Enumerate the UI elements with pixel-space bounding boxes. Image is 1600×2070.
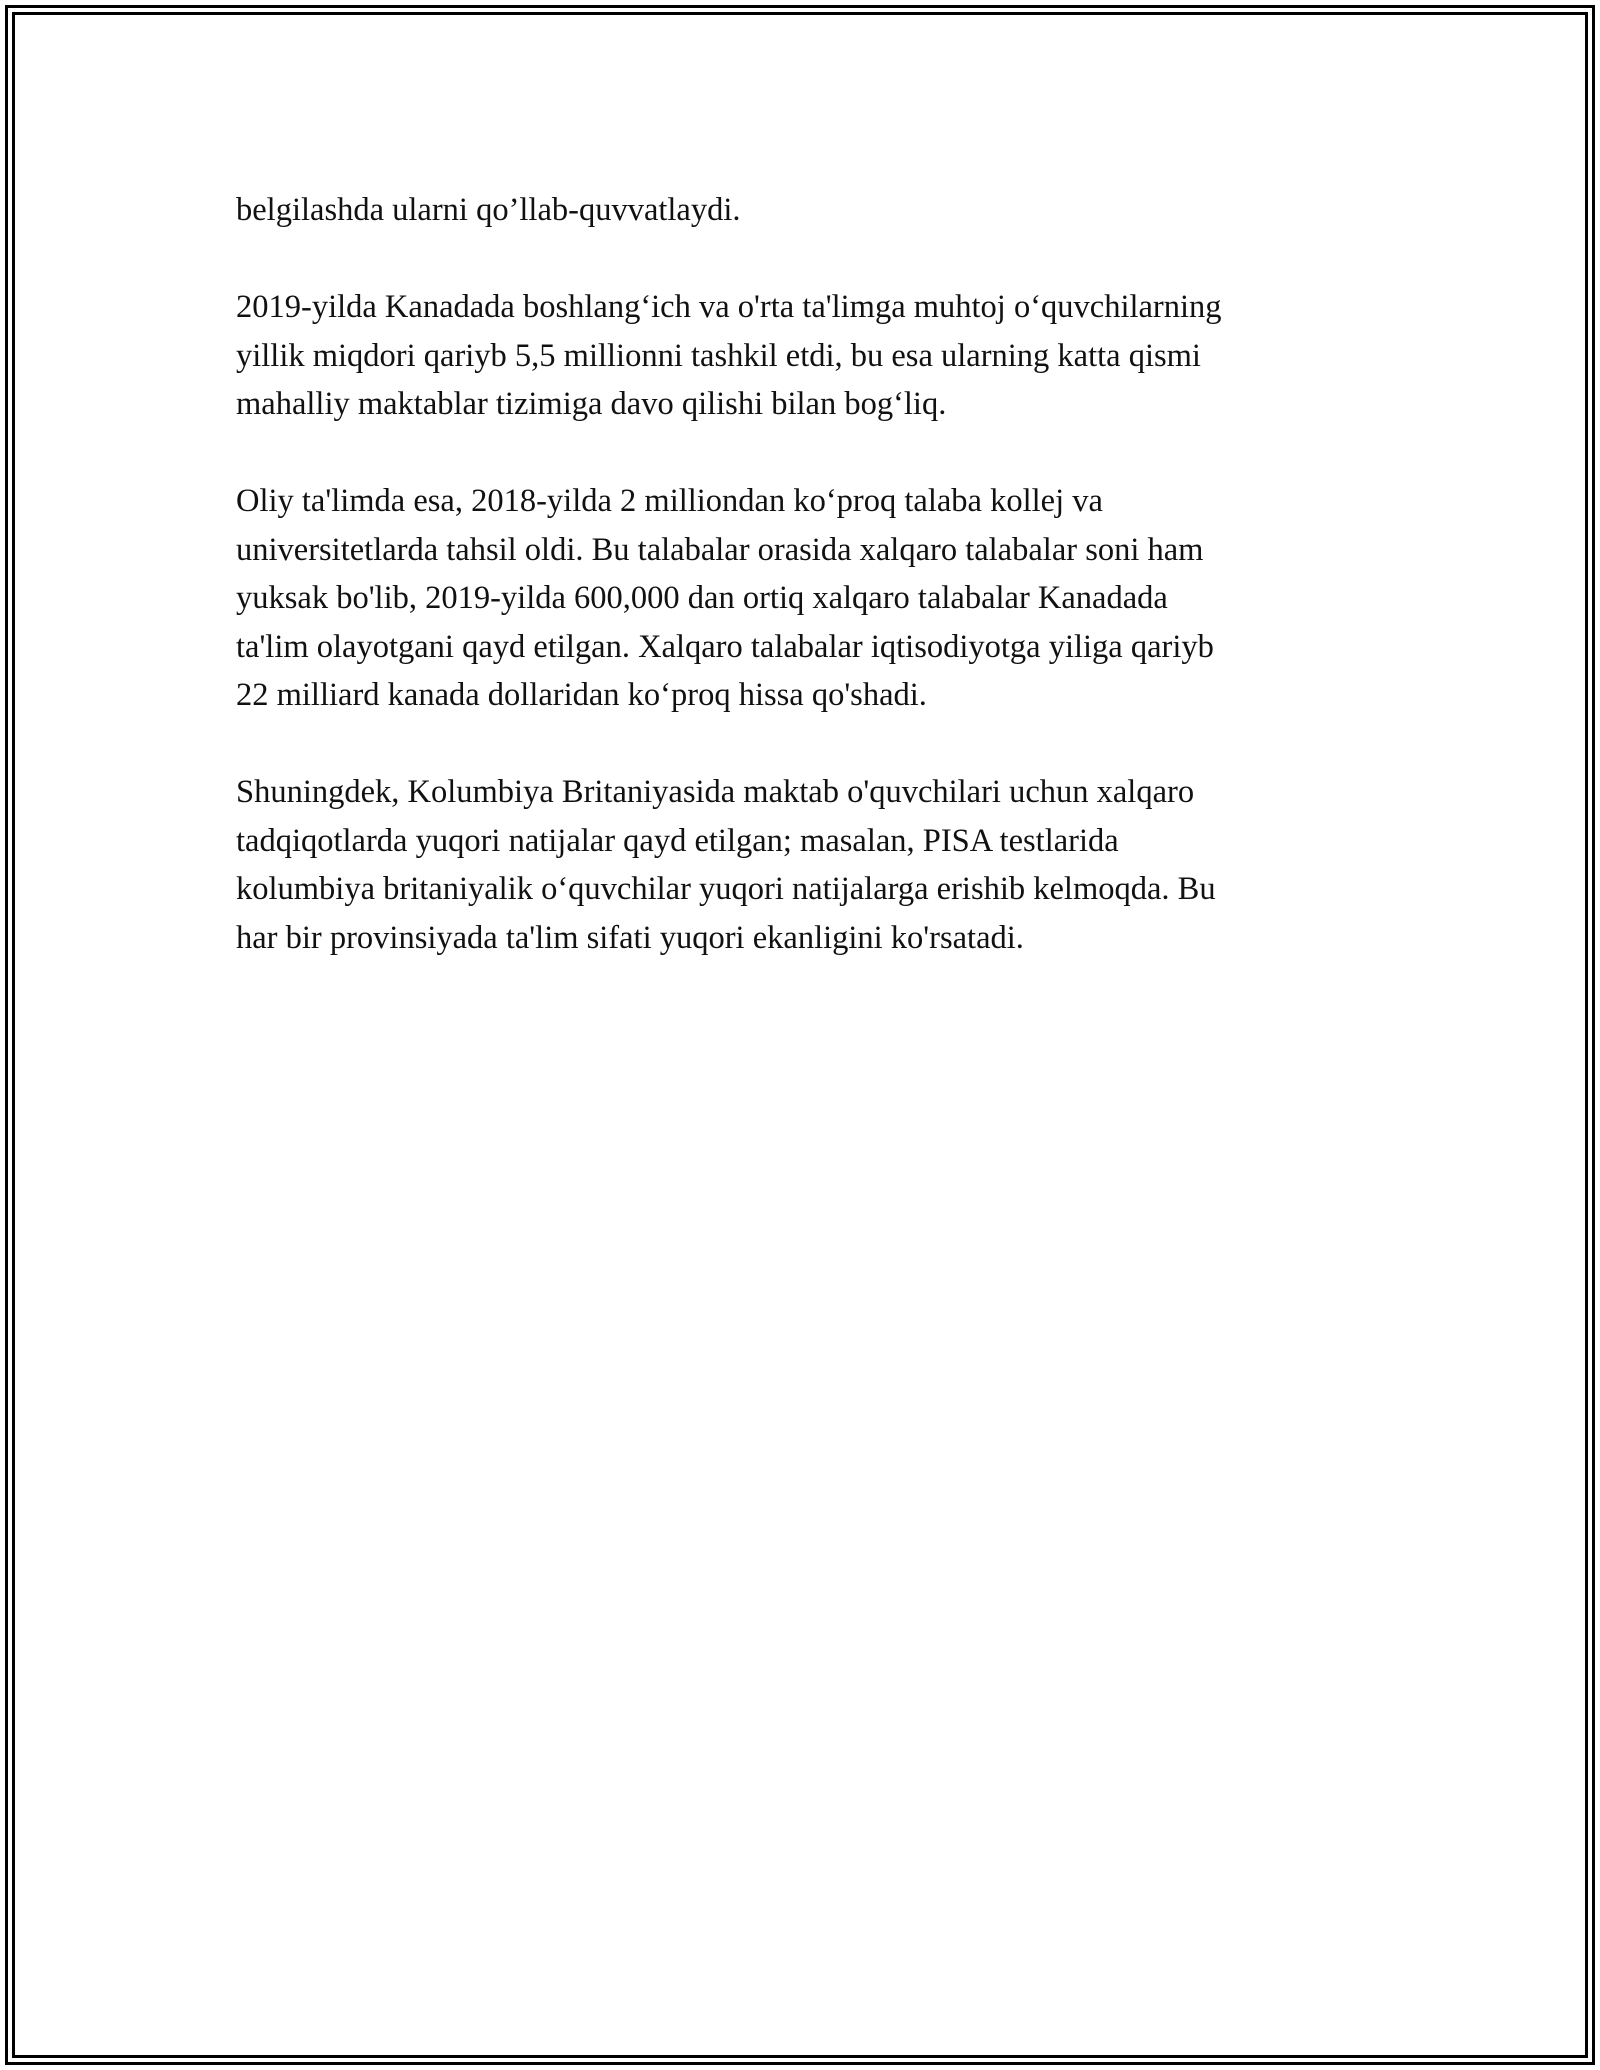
text-line: kolumbiya britaniyalik o‘quvchilar yuqori natijalarga erishib kelmoqda. Bu [236,871,1216,907]
text-line: har bir provinsiyada ta'lim sifati yuqori ekanligini ko'rsatadi. [236,919,1024,956]
paragraph-3 [236,477,1376,720]
text-line: 22 milliard kanada dollaridan ko‘proq hissa qo'shadi. [236,677,927,713]
paragraph-1 [236,186,1376,235]
paragraph-4 [236,768,1376,962]
paragraph-2 [236,283,1376,429]
text-line: mahalliy maktablar tizimiga davo qilishi bilan bog‘liq. [236,386,947,422]
text-line: Shuningdek, Kolumbiya Britaniyasida maktab o'quvchilari uchun xalqaro [236,774,1195,810]
text-line: belgilashda ularni qo’llab-quvvatlaydi. [236,192,741,228]
text-line: ta'lim olayotgani qayd etilgan. Xalqaro talabalar iqtisodiyotga yiliga qariyb [236,628,1214,665]
document-body [236,186,1376,1011]
text-line: universitetlarda tahsil oldi. Bu talabalar orasida xalqaro talabalar soni ham [236,531,1204,568]
text-line: tadqiqotlarda yuqori natijalar qayd etilgan; masalan, PISA testlarida [236,822,1119,859]
text-line: 2019-yilda Kanadada boshlang‘ich va o'rta ta'limga muhtoj o‘quvchilarning [236,289,1222,325]
text-line: yuksak bo'lib, 2019-yilda 600,000 dan ortiq xalqaro talabalar Kanadada [236,580,1168,616]
text-line: yillik miqdori qariyb 5,5 millionni tashkil etdi, bu esa ularning katta qismi [236,337,1201,374]
text-line: Oliy ta'limda esa, 2018-yilda 2 milliondan ko‘proq talaba kollej va [236,483,1103,519]
